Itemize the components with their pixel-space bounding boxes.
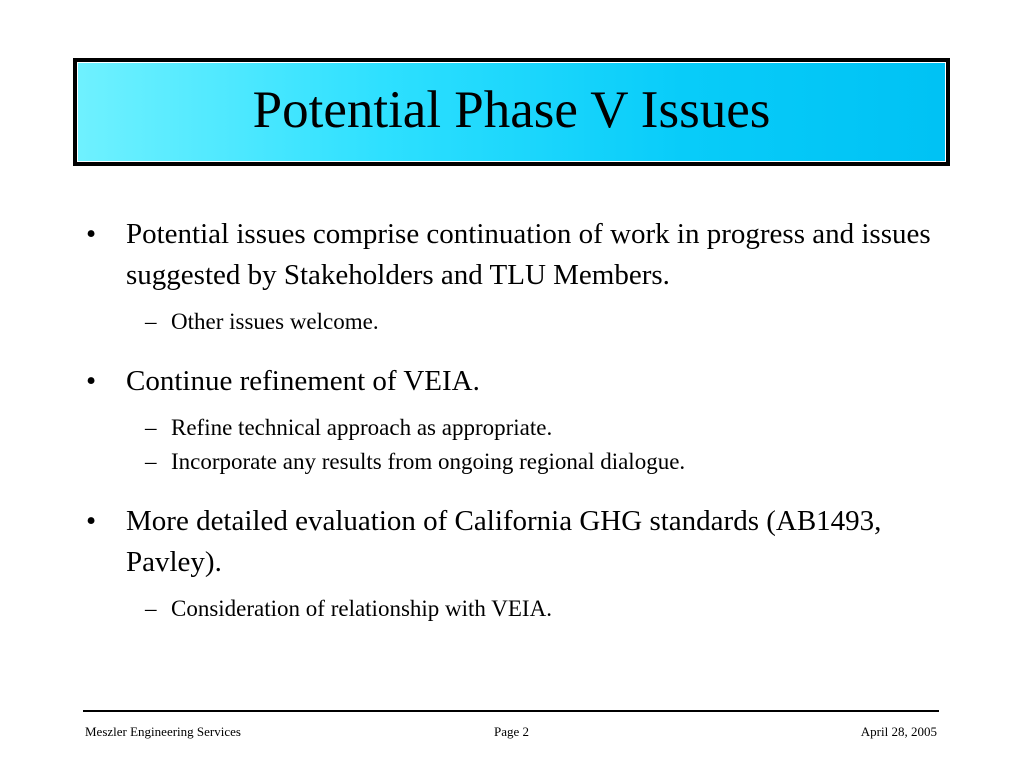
slide-body — [86, 214, 946, 626]
sub-bullet-text: Refine technical approach as appropriate. — [171, 415, 553, 440]
bullet-item — [86, 361, 946, 402]
bullet-text: Continue refinement of VEIA. — [126, 365, 480, 397]
sub-bullet-item — [86, 592, 946, 626]
sub-bullet-item — [86, 411, 946, 445]
bullet-text: Potential issues comprise continuation of work in progress and issues suggested by Stakeholders and TLU Members. — [126, 218, 931, 291]
sub-bullet-item — [86, 305, 946, 339]
footer-page-number: Page 2 — [494, 724, 530, 739]
sub-bullet-marker: – — [145, 309, 157, 334]
footer-date: April 28, 2005 — [860, 724, 937, 739]
footer-divider — [83, 710, 939, 712]
bullet-marker: • — [86, 505, 97, 537]
bullet-text: More detailed evaluation of California GHG standards (AB1493, Pavley). — [126, 505, 882, 578]
sub-bullet-text: Incorporate any results from ongoing regional dialogue. — [171, 449, 686, 474]
slide-title: Potential Phase V Issues — [252, 80, 771, 139]
title-frame — [73, 58, 950, 166]
bullet-marker: • — [86, 218, 97, 250]
bullet-item — [86, 214, 946, 296]
sub-bullet-text: Consideration of relationship with VEIA. — [171, 596, 552, 621]
bullet-item — [86, 501, 946, 583]
sub-bullet-marker: – — [145, 415, 157, 440]
sub-bullet-marker: – — [145, 596, 157, 621]
title-box — [77, 62, 946, 162]
sub-bullet-text: Other issues welcome. — [171, 309, 379, 334]
bullet-marker: • — [86, 365, 97, 397]
sub-bullet-item — [86, 445, 946, 479]
sub-bullet-marker: – — [145, 449, 157, 474]
footer-company: Meszler Engineering Services — [85, 724, 241, 739]
